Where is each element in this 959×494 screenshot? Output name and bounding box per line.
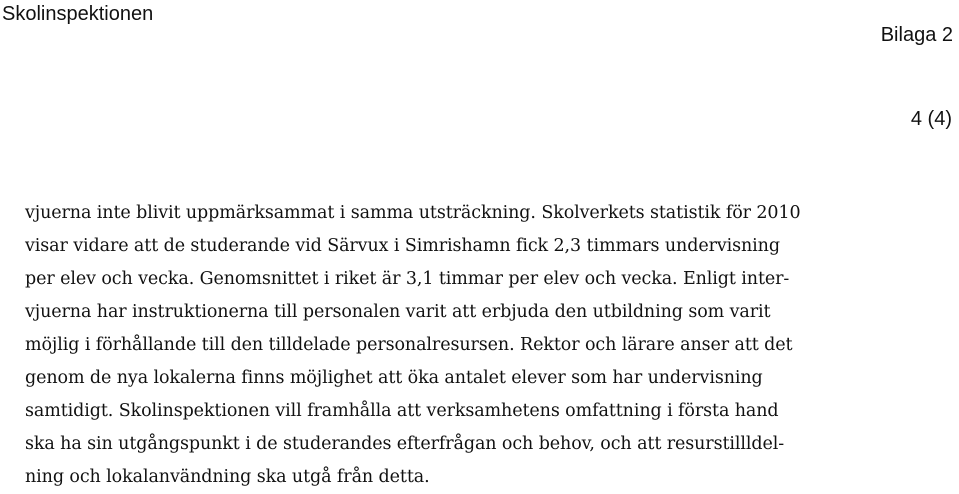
body-line: ska ha sin utgångspunkt i de studerandes efterfrågan och behov, och att resurstillldel- [25,434,785,454]
attachment-label: Bilaga 2 [880,24,953,46]
body-line: möjlig i förhållande till den tilldelade personalresursen. Rektor och lärare anser att det [25,335,793,355]
body-line: vjuerna inte blivit uppmärksammat i samma utsträckning. Skolverkets statistik för 2010 [25,203,801,223]
body-line: genom de nya lokalerna finns möjlighet att öka antalet elever som har undervisning [25,368,763,388]
page-number: 4 (4) [910,108,952,130]
body-line: ning och lokalanvändning ska utgå från detta. [25,467,430,487]
body-line: samtidigt. Skolinspektionen vill framhålla att verksamhetens omfattning i första hand [25,401,779,421]
body-line: visar vidare att de studerande vid Särvux i Simrishamn fick 2,3 timmars undervisning [25,236,780,256]
organization-name: Skolinspektionen [2,3,154,25]
body-line: per elev och vecka. Genomsnittet i riket är 3,1 timmar per elev och vecka. Enligt inter- [25,269,790,289]
body-paragraph [25,197,955,494]
body-line: vjuerna har instruktionerna till personalen varit att erbjuda den utbildning som varit [25,302,771,322]
